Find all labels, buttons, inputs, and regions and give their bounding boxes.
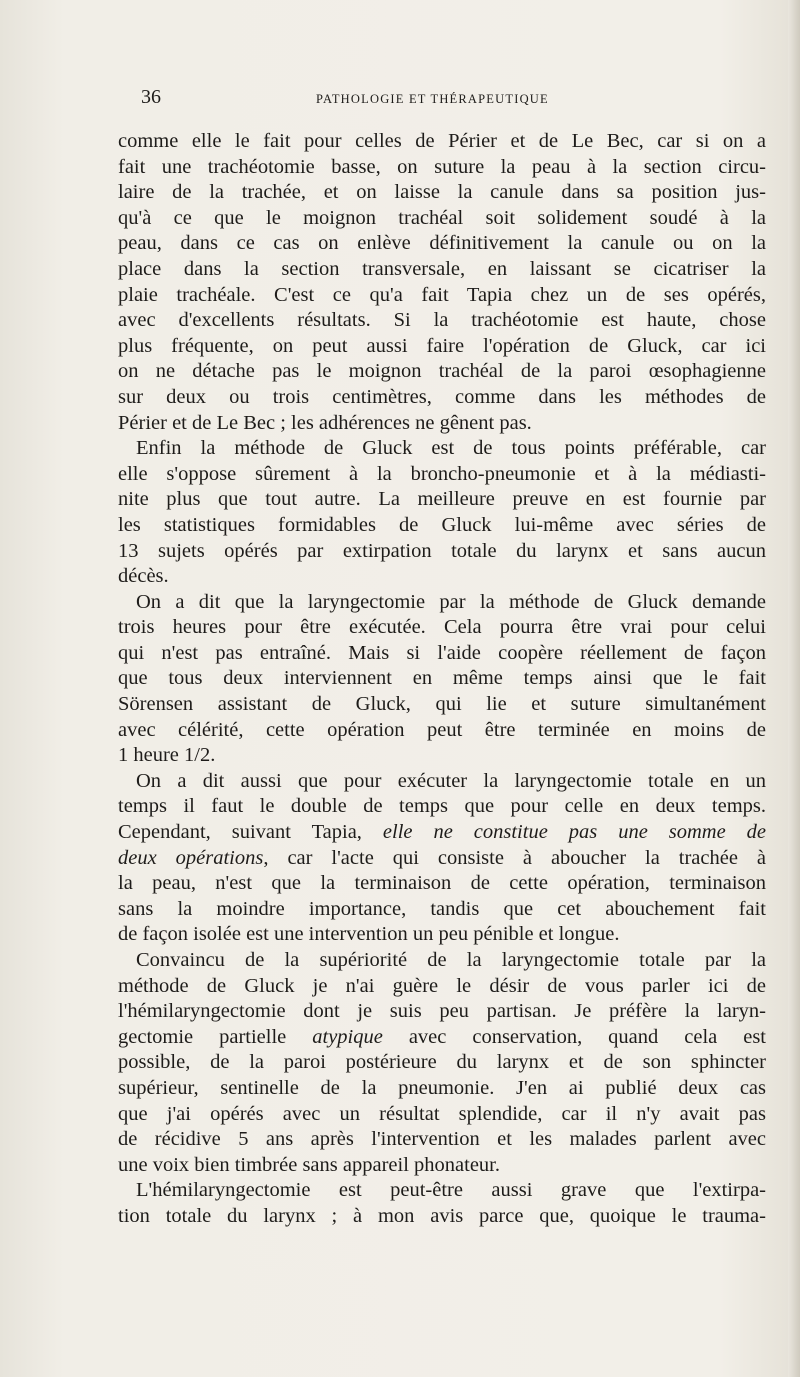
text-line: avec célérité, cette opération peut être terminée en moins de (118, 718, 766, 741)
text-line: de récidive 5 ans après l'intervention et les malades parlent avec (118, 1128, 766, 1151)
text-line (118, 846, 766, 872)
text-line: sur deux ou trois centimètres, comme dans les méthodes de (118, 385, 766, 408)
italic-run: atypique (312, 1025, 383, 1048)
text-line: qu'à ce que le moignon trachéal soit solidement soudé à la (118, 206, 766, 229)
text-line: nite plus que tout autre. La meilleure preuve en est fournie par (118, 488, 766, 511)
text-line: de façon isolée est une intervention un peu pénible et longue. (118, 923, 620, 946)
text-line: décès. (118, 565, 169, 588)
text-line: les statistiques formidables de Gluck lui-même avec séries de (118, 513, 766, 536)
italic-run: elle ne constitue pas une somme de (382, 821, 766, 844)
text-line: laire de la trachée, et on laisse la canule dans sa position jus- (118, 181, 766, 204)
text-line: que j'ai opérés avec un résultat splendide, car il n'y avait pas (118, 1102, 766, 1125)
text-line: Sörensen assistant de Gluck, qui lie et suture simultanément (118, 693, 766, 716)
text-line: méthode de Gluck je n'ai guère le désir de vous parler ici de (118, 974, 766, 997)
text-line: la peau, n'est que la terminaison de cette opération, terminaison (118, 872, 766, 895)
text-line: 13 sujets opérés par extirpation totale du larynx et sans aucun (118, 539, 766, 562)
text-line: qui n'est pas entraîné. Mais si l'aide coopère réellement de façon (118, 641, 766, 664)
text-line (118, 820, 766, 846)
text-run: avec conservation, quand cela est (382, 1025, 766, 1048)
text-line: supérieur, sentinelle de la pneumonie. J'en ai publié deux cas (118, 1076, 766, 1099)
text-line: que tous deux interviennent en même temps ainsi que le fait (118, 667, 766, 690)
text-line: plus fréquente, on peut aussi faire l'opération de Gluck, car ici (118, 334, 766, 357)
text-line (118, 1025, 766, 1051)
page-number: 36 (141, 86, 161, 108)
text-line: plaie trachéale. C'est ce qu'a fait Tapia chez un de ses opérés, (118, 283, 766, 306)
text-line: trois heures pour être exécutée. Cela pourra être vrai pour celui (118, 616, 766, 639)
text-line: Périer et de Le Bec ; les adhérences ne gênent pas. (118, 411, 532, 434)
text-run: Cependant, suivant Tapia, (118, 821, 383, 844)
page-edge-shadow (788, 0, 800, 1377)
text-line: Enfin la méthode de Gluck est de tous points préférable, car (136, 437, 766, 460)
text-line: On a dit aussi que pour exécuter la laryngectomie totale en un (136, 769, 766, 792)
text-line: comme elle le fait pour celles de Périer et de Le Bec, car si on a (118, 130, 766, 152)
text-line: l'hémilaryngectomie dont je suis peu partisan. Je préfère la laryn- (118, 1000, 766, 1023)
text-line: elle s'oppose sûrement à la broncho-pneumonie et à la médiasti- (118, 462, 766, 485)
text-line: possible, de la paroi postérieure du larynx et de son sphincter (118, 1051, 766, 1074)
text-line: 1 heure 1/2. (118, 744, 216, 767)
text-line: L'hémilaryngectomie est peut-être aussi grave que l'extirpa- (136, 1179, 766, 1202)
running-title: PATHOLOGIE ET THÉRAPEUTIQUE (316, 92, 549, 106)
text-run: gectomie partielle (118, 1025, 313, 1048)
text-line: tion totale du larynx ; à mon avis parce que, quoique le trauma- (118, 1204, 766, 1227)
text-line: On a dit que la laryngectomie par la méthode de Gluck demande (136, 590, 766, 613)
text-line: place dans la section transversale, en laissant se cicatriser la (118, 257, 766, 280)
text-line: sans la moindre importance, tandis que cet abouchement fait (118, 897, 766, 920)
text-line: avec d'excellents résultats. Si la trachéotomie est haute, chose (118, 309, 766, 332)
text-run: , car l'acte qui consiste à aboucher la trachée à (263, 846, 766, 869)
text-line: Convaincu de la supériorité de la laryngectomie totale par la (136, 949, 766, 971)
body-text (118, 129, 766, 1230)
text-line: on ne détache pas le moignon trachéal de la paroi œsophagienne (118, 360, 766, 383)
page-header (141, 86, 765, 114)
text-line: fait une trachéotomie basse, on suture la peau à la section circu- (118, 155, 766, 178)
text-line: temps il faut le double de temps que pour celle en deux temps. (118, 795, 766, 818)
italic-run: deux opérations (118, 846, 264, 869)
text-line: une voix bien timbrée sans appareil phonateur. (118, 1153, 500, 1176)
text-line: peau, dans ce cas on enlève définitivement la canule ou on la (118, 232, 766, 255)
